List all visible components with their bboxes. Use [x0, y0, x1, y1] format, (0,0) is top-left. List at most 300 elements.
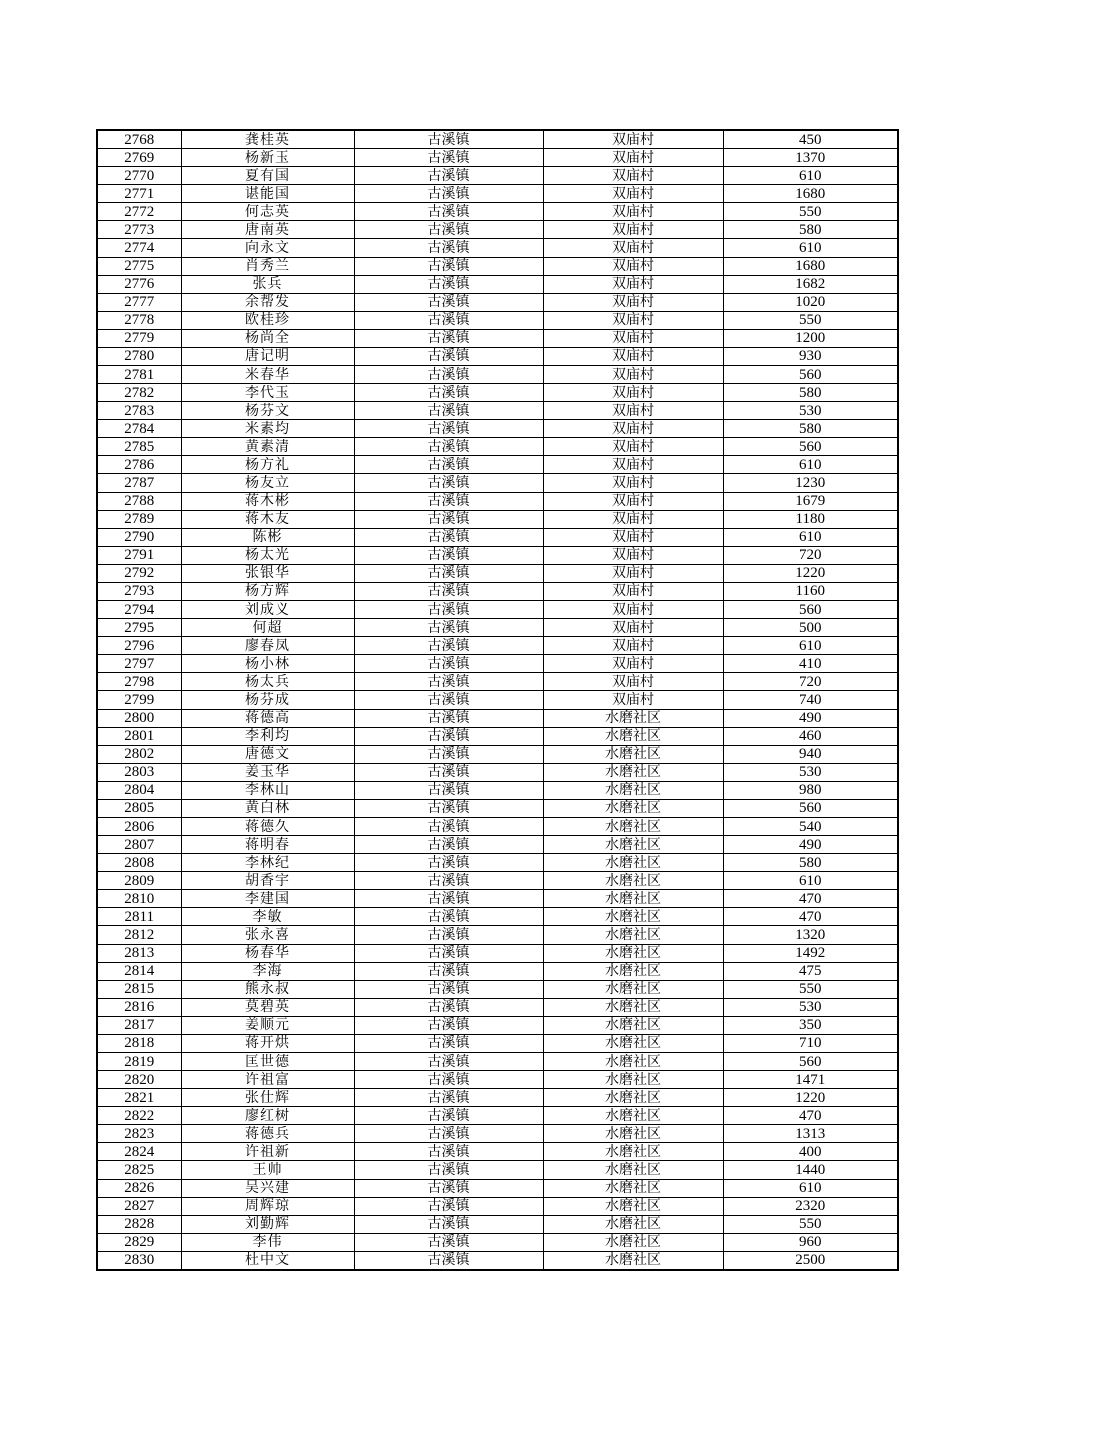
person-name-cell: 蒋德高	[181, 709, 354, 727]
person-name-cell: 唐南英	[181, 221, 354, 239]
town-cell: 古溪镇	[354, 546, 543, 564]
village-cell: 水磨社区	[543, 908, 723, 926]
amount-cell: 930	[723, 347, 898, 365]
table-row	[97, 420, 898, 438]
town-cell: 古溪镇	[354, 781, 543, 799]
row-number-cell: 2804	[97, 781, 181, 799]
town-cell: 古溪镇	[354, 1215, 543, 1233]
village-cell: 双庙村	[543, 185, 723, 203]
table-row	[97, 1143, 898, 1161]
town-cell: 古溪镇	[354, 1071, 543, 1089]
village-cell: 双庙村	[543, 203, 723, 221]
person-name-cell: 许祖新	[181, 1143, 354, 1161]
village-cell: 水磨社区	[543, 1233, 723, 1251]
person-name-cell: 欧桂珍	[181, 311, 354, 329]
person-name-cell: 杨新玉	[181, 149, 354, 167]
person-name-cell: 杨尚全	[181, 329, 354, 347]
person-name-cell: 李建国	[181, 890, 354, 908]
table-row	[97, 293, 898, 311]
person-name-cell: 李林山	[181, 781, 354, 799]
village-cell: 双庙村	[543, 601, 723, 619]
village-cell: 水磨社区	[543, 1071, 723, 1089]
village-cell: 水磨社区	[543, 781, 723, 799]
person-name-cell: 匡世德	[181, 1052, 354, 1070]
town-cell: 古溪镇	[354, 438, 543, 456]
row-number-cell: 2811	[97, 908, 181, 926]
table-row	[97, 239, 898, 257]
table-row	[97, 1016, 898, 1034]
village-cell: 水磨社区	[543, 944, 723, 962]
village-cell: 水磨社区	[543, 854, 723, 872]
village-cell: 双庙村	[543, 510, 723, 528]
amount-cell: 1313	[723, 1125, 898, 1143]
amount-cell: 560	[723, 601, 898, 619]
row-number-cell: 2825	[97, 1161, 181, 1179]
amount-cell: 580	[723, 420, 898, 438]
person-name-cell: 王帅	[181, 1161, 354, 1179]
town-cell: 古溪镇	[354, 1107, 543, 1125]
person-name-cell: 米素均	[181, 420, 354, 438]
table-row	[97, 564, 898, 582]
table-row	[97, 275, 898, 293]
person-name-cell: 胡香宇	[181, 872, 354, 890]
row-number-cell: 2805	[97, 799, 181, 817]
village-cell: 水磨社区	[543, 1107, 723, 1125]
table-row	[97, 221, 898, 239]
amount-cell: 1492	[723, 944, 898, 962]
amount-cell: 550	[723, 311, 898, 329]
row-number-cell: 2774	[97, 239, 181, 257]
town-cell: 古溪镇	[354, 619, 543, 637]
amount-cell: 740	[723, 691, 898, 709]
village-cell: 双庙村	[543, 311, 723, 329]
table-row	[97, 149, 898, 167]
amount-cell: 490	[723, 709, 898, 727]
person-name-cell: 龚桂英	[181, 130, 354, 149]
table-row	[97, 854, 898, 872]
row-number-cell: 2796	[97, 637, 181, 655]
town-cell: 古溪镇	[354, 510, 543, 528]
town-cell: 古溪镇	[354, 890, 543, 908]
town-cell: 古溪镇	[354, 1251, 543, 1270]
amount-cell: 1220	[723, 1089, 898, 1107]
table-row	[97, 384, 898, 402]
person-name-cell: 杨方辉	[181, 582, 354, 600]
row-number-cell: 2800	[97, 709, 181, 727]
town-cell: 古溪镇	[354, 167, 543, 185]
person-name-cell: 杨芬文	[181, 402, 354, 420]
row-number-cell: 2802	[97, 745, 181, 763]
amount-cell: 610	[723, 167, 898, 185]
amount-cell: 1230	[723, 474, 898, 492]
amount-cell: 1680	[723, 185, 898, 203]
row-number-cell: 2813	[97, 944, 181, 962]
amount-cell: 1471	[723, 1071, 898, 1089]
roster-table	[96, 129, 899, 1271]
village-cell: 双庙村	[543, 474, 723, 492]
amount-cell: 530	[723, 998, 898, 1016]
amount-cell: 1680	[723, 257, 898, 275]
table-row	[97, 366, 898, 384]
village-cell: 水磨社区	[543, 1125, 723, 1143]
table-row	[97, 601, 898, 619]
town-cell: 古溪镇	[354, 420, 543, 438]
table-row	[97, 619, 898, 637]
town-cell: 古溪镇	[354, 1161, 543, 1179]
table-row	[97, 1179, 898, 1197]
town-cell: 古溪镇	[354, 582, 543, 600]
town-cell: 古溪镇	[354, 908, 543, 926]
town-cell: 古溪镇	[354, 474, 543, 492]
village-cell: 水磨社区	[543, 926, 723, 944]
person-name-cell: 姜顺元	[181, 1016, 354, 1034]
village-cell: 水磨社区	[543, 998, 723, 1016]
row-number-cell: 2788	[97, 492, 181, 510]
amount-cell: 400	[723, 1143, 898, 1161]
amount-cell: 1370	[723, 149, 898, 167]
person-name-cell: 杨春华	[181, 944, 354, 962]
table-row	[97, 799, 898, 817]
amount-cell: 710	[723, 1034, 898, 1052]
person-name-cell: 杨方礼	[181, 456, 354, 474]
town-cell: 古溪镇	[354, 709, 543, 727]
row-number-cell: 2822	[97, 1107, 181, 1125]
row-number-cell: 2799	[97, 691, 181, 709]
table-row	[97, 998, 898, 1016]
row-number-cell: 2798	[97, 673, 181, 691]
row-number-cell: 2821	[97, 1089, 181, 1107]
village-cell: 双庙村	[543, 492, 723, 510]
village-cell: 双庙村	[543, 239, 723, 257]
row-number-cell: 2826	[97, 1179, 181, 1197]
amount-cell: 720	[723, 546, 898, 564]
town-cell: 古溪镇	[354, 1197, 543, 1215]
table-row	[97, 980, 898, 998]
village-cell: 水磨社区	[543, 1179, 723, 1197]
row-number-cell: 2830	[97, 1251, 181, 1270]
row-number-cell: 2812	[97, 926, 181, 944]
person-name-cell: 蒋德久	[181, 817, 354, 835]
town-cell: 古溪镇	[354, 239, 543, 257]
amount-cell: 410	[723, 655, 898, 673]
amount-cell: 350	[723, 1016, 898, 1034]
village-cell: 双庙村	[543, 655, 723, 673]
town-cell: 古溪镇	[354, 872, 543, 890]
person-name-cell: 夏有国	[181, 167, 354, 185]
table-row	[97, 673, 898, 691]
person-name-cell: 蒋德兵	[181, 1125, 354, 1143]
table-row	[97, 1089, 898, 1107]
row-number-cell: 2789	[97, 510, 181, 528]
town-cell: 古溪镇	[354, 962, 543, 980]
person-name-cell: 余帮发	[181, 293, 354, 311]
town-cell: 古溪镇	[354, 1016, 543, 1034]
village-cell: 双庙村	[543, 329, 723, 347]
table-row	[97, 329, 898, 347]
table-row	[97, 185, 898, 203]
village-cell: 双庙村	[543, 130, 723, 149]
village-cell: 水磨社区	[543, 1143, 723, 1161]
table-row	[97, 402, 898, 420]
table-row	[97, 582, 898, 600]
person-name-cell: 李林纪	[181, 854, 354, 872]
amount-cell: 1220	[723, 564, 898, 582]
amount-cell: 580	[723, 384, 898, 402]
row-number-cell: 2828	[97, 1215, 181, 1233]
amount-cell: 1160	[723, 582, 898, 600]
row-number-cell: 2829	[97, 1233, 181, 1251]
person-name-cell: 杨芬成	[181, 691, 354, 709]
person-name-cell: 李伟	[181, 1233, 354, 1251]
person-name-cell: 张银华	[181, 564, 354, 582]
table-row	[97, 836, 898, 854]
table-row	[97, 727, 898, 745]
amount-cell: 1200	[723, 329, 898, 347]
village-cell: 双庙村	[543, 456, 723, 474]
row-number-cell: 2806	[97, 817, 181, 835]
table-row	[97, 781, 898, 799]
table-row	[97, 962, 898, 980]
village-cell: 水磨社区	[543, 727, 723, 745]
amount-cell: 460	[723, 727, 898, 745]
row-number-cell: 2770	[97, 167, 181, 185]
person-name-cell: 许祖富	[181, 1071, 354, 1089]
village-cell: 水磨社区	[543, 763, 723, 781]
person-name-cell: 张兵	[181, 275, 354, 293]
row-number-cell: 2814	[97, 962, 181, 980]
town-cell: 古溪镇	[354, 1125, 543, 1143]
table-row	[97, 1071, 898, 1089]
table-row	[97, 203, 898, 221]
row-number-cell: 2795	[97, 619, 181, 637]
town-cell: 古溪镇	[354, 1034, 543, 1052]
row-number-cell: 2783	[97, 402, 181, 420]
person-name-cell: 蒋木友	[181, 510, 354, 528]
town-cell: 古溪镇	[354, 402, 543, 420]
town-cell: 古溪镇	[354, 1233, 543, 1251]
village-cell: 水磨社区	[543, 745, 723, 763]
row-number-cell: 2817	[97, 1016, 181, 1034]
person-name-cell: 何志英	[181, 203, 354, 221]
table-row	[97, 528, 898, 546]
person-name-cell: 熊永叔	[181, 980, 354, 998]
row-number-cell: 2793	[97, 582, 181, 600]
town-cell: 古溪镇	[354, 564, 543, 582]
village-cell: 水磨社区	[543, 980, 723, 998]
table-row	[97, 474, 898, 492]
person-name-cell: 李海	[181, 962, 354, 980]
village-cell: 水磨社区	[543, 1089, 723, 1107]
row-number-cell: 2784	[97, 420, 181, 438]
table-row	[97, 347, 898, 365]
amount-cell: 580	[723, 854, 898, 872]
person-name-cell: 杨太光	[181, 546, 354, 564]
row-number-cell: 2797	[97, 655, 181, 673]
row-number-cell: 2768	[97, 130, 181, 149]
person-name-cell: 杨小林	[181, 655, 354, 673]
town-cell: 古溪镇	[354, 347, 543, 365]
village-cell: 水磨社区	[543, 1052, 723, 1070]
person-name-cell: 唐德文	[181, 745, 354, 763]
table-row	[97, 890, 898, 908]
table-row	[97, 438, 898, 456]
person-name-cell: 刘勤辉	[181, 1215, 354, 1233]
row-number-cell: 2779	[97, 329, 181, 347]
row-number-cell: 2780	[97, 347, 181, 365]
table-row	[97, 637, 898, 655]
row-number-cell: 2785	[97, 438, 181, 456]
amount-cell: 1320	[723, 926, 898, 944]
town-cell: 古溪镇	[354, 1089, 543, 1107]
roster-table-body	[97, 130, 898, 1270]
amount-cell: 500	[723, 619, 898, 637]
town-cell: 古溪镇	[354, 1052, 543, 1070]
town-cell: 古溪镇	[354, 185, 543, 203]
person-name-cell: 米春华	[181, 366, 354, 384]
person-name-cell: 陈彬	[181, 528, 354, 546]
person-name-cell: 莫碧英	[181, 998, 354, 1016]
amount-cell: 720	[723, 673, 898, 691]
row-number-cell: 2775	[97, 257, 181, 275]
town-cell: 古溪镇	[354, 944, 543, 962]
row-number-cell: 2816	[97, 998, 181, 1016]
amount-cell: 610	[723, 239, 898, 257]
amount-cell: 2320	[723, 1197, 898, 1215]
village-cell: 双庙村	[543, 619, 723, 637]
village-cell: 双庙村	[543, 221, 723, 239]
amount-cell: 610	[723, 456, 898, 474]
amount-cell: 610	[723, 1179, 898, 1197]
table-row	[97, 1251, 898, 1270]
row-number-cell: 2818	[97, 1034, 181, 1052]
person-name-cell: 李敏	[181, 908, 354, 926]
person-name-cell: 廖红树	[181, 1107, 354, 1125]
town-cell: 古溪镇	[354, 221, 543, 239]
village-cell: 双庙村	[543, 402, 723, 420]
village-cell: 水磨社区	[543, 890, 723, 908]
table-row	[97, 817, 898, 835]
amount-cell: 610	[723, 872, 898, 890]
row-number-cell: 2803	[97, 763, 181, 781]
row-number-cell: 2771	[97, 185, 181, 203]
table-row	[97, 908, 898, 926]
person-name-cell: 周辉琼	[181, 1197, 354, 1215]
row-number-cell: 2772	[97, 203, 181, 221]
amount-cell: 1020	[723, 293, 898, 311]
person-name-cell: 向永文	[181, 239, 354, 257]
town-cell: 古溪镇	[354, 691, 543, 709]
amount-cell: 1679	[723, 492, 898, 510]
town-cell: 古溪镇	[354, 655, 543, 673]
village-cell: 双庙村	[543, 420, 723, 438]
village-cell: 水磨社区	[543, 1215, 723, 1233]
village-cell: 水磨社区	[543, 709, 723, 727]
village-cell: 双庙村	[543, 564, 723, 582]
table-row	[97, 1215, 898, 1233]
village-cell: 双庙村	[543, 293, 723, 311]
table-row	[97, 510, 898, 528]
town-cell: 古溪镇	[354, 311, 543, 329]
town-cell: 古溪镇	[354, 257, 543, 275]
table-row	[97, 456, 898, 474]
person-name-cell: 蒋木彬	[181, 492, 354, 510]
table-row	[97, 1107, 898, 1125]
village-cell: 水磨社区	[543, 836, 723, 854]
village-cell: 水磨社区	[543, 872, 723, 890]
person-name-cell: 姜玉华	[181, 763, 354, 781]
table-row	[97, 655, 898, 673]
person-name-cell: 张永喜	[181, 926, 354, 944]
row-number-cell: 2791	[97, 546, 181, 564]
town-cell: 古溪镇	[354, 528, 543, 546]
town-cell: 古溪镇	[354, 673, 543, 691]
town-cell: 古溪镇	[354, 492, 543, 510]
row-number-cell: 2815	[97, 980, 181, 998]
person-name-cell: 何超	[181, 619, 354, 637]
town-cell: 古溪镇	[354, 998, 543, 1016]
village-cell: 水磨社区	[543, 1197, 723, 1215]
village-cell: 双庙村	[543, 366, 723, 384]
village-cell: 双庙村	[543, 582, 723, 600]
amount-cell: 610	[723, 528, 898, 546]
table-row	[97, 130, 898, 149]
table-row	[97, 1052, 898, 1070]
person-name-cell: 李代玉	[181, 384, 354, 402]
amount-cell: 1682	[723, 275, 898, 293]
village-cell: 双庙村	[543, 637, 723, 655]
amount-cell: 470	[723, 908, 898, 926]
town-cell: 古溪镇	[354, 836, 543, 854]
village-cell: 双庙村	[543, 691, 723, 709]
table-row	[97, 763, 898, 781]
table-row	[97, 1125, 898, 1143]
row-number-cell: 2794	[97, 601, 181, 619]
row-number-cell: 2809	[97, 872, 181, 890]
row-number-cell: 2776	[97, 275, 181, 293]
person-name-cell: 黄素清	[181, 438, 354, 456]
table-row	[97, 311, 898, 329]
person-name-cell: 杜中文	[181, 1251, 354, 1270]
village-cell: 双庙村	[543, 384, 723, 402]
row-number-cell: 2787	[97, 474, 181, 492]
amount-cell: 610	[723, 637, 898, 655]
town-cell: 古溪镇	[354, 366, 543, 384]
amount-cell: 940	[723, 745, 898, 763]
village-cell: 双庙村	[543, 257, 723, 275]
village-cell: 双庙村	[543, 528, 723, 546]
row-number-cell: 2786	[97, 456, 181, 474]
amount-cell: 560	[723, 366, 898, 384]
amount-cell: 2500	[723, 1251, 898, 1270]
table-row	[97, 944, 898, 962]
town-cell: 古溪镇	[354, 456, 543, 474]
amount-cell: 550	[723, 1215, 898, 1233]
amount-cell: 470	[723, 890, 898, 908]
person-name-cell: 张仕辉	[181, 1089, 354, 1107]
row-number-cell: 2827	[97, 1197, 181, 1215]
person-name-cell: 刘成义	[181, 601, 354, 619]
person-name-cell: 杨友立	[181, 474, 354, 492]
person-name-cell: 杨太兵	[181, 673, 354, 691]
row-number-cell: 2777	[97, 293, 181, 311]
village-cell: 水磨社区	[543, 1251, 723, 1270]
table-row	[97, 745, 898, 763]
village-cell: 水磨社区	[543, 1034, 723, 1052]
village-cell: 双庙村	[543, 149, 723, 167]
amount-cell: 1180	[723, 510, 898, 528]
table-row	[97, 1034, 898, 1052]
village-cell: 双庙村	[543, 546, 723, 564]
